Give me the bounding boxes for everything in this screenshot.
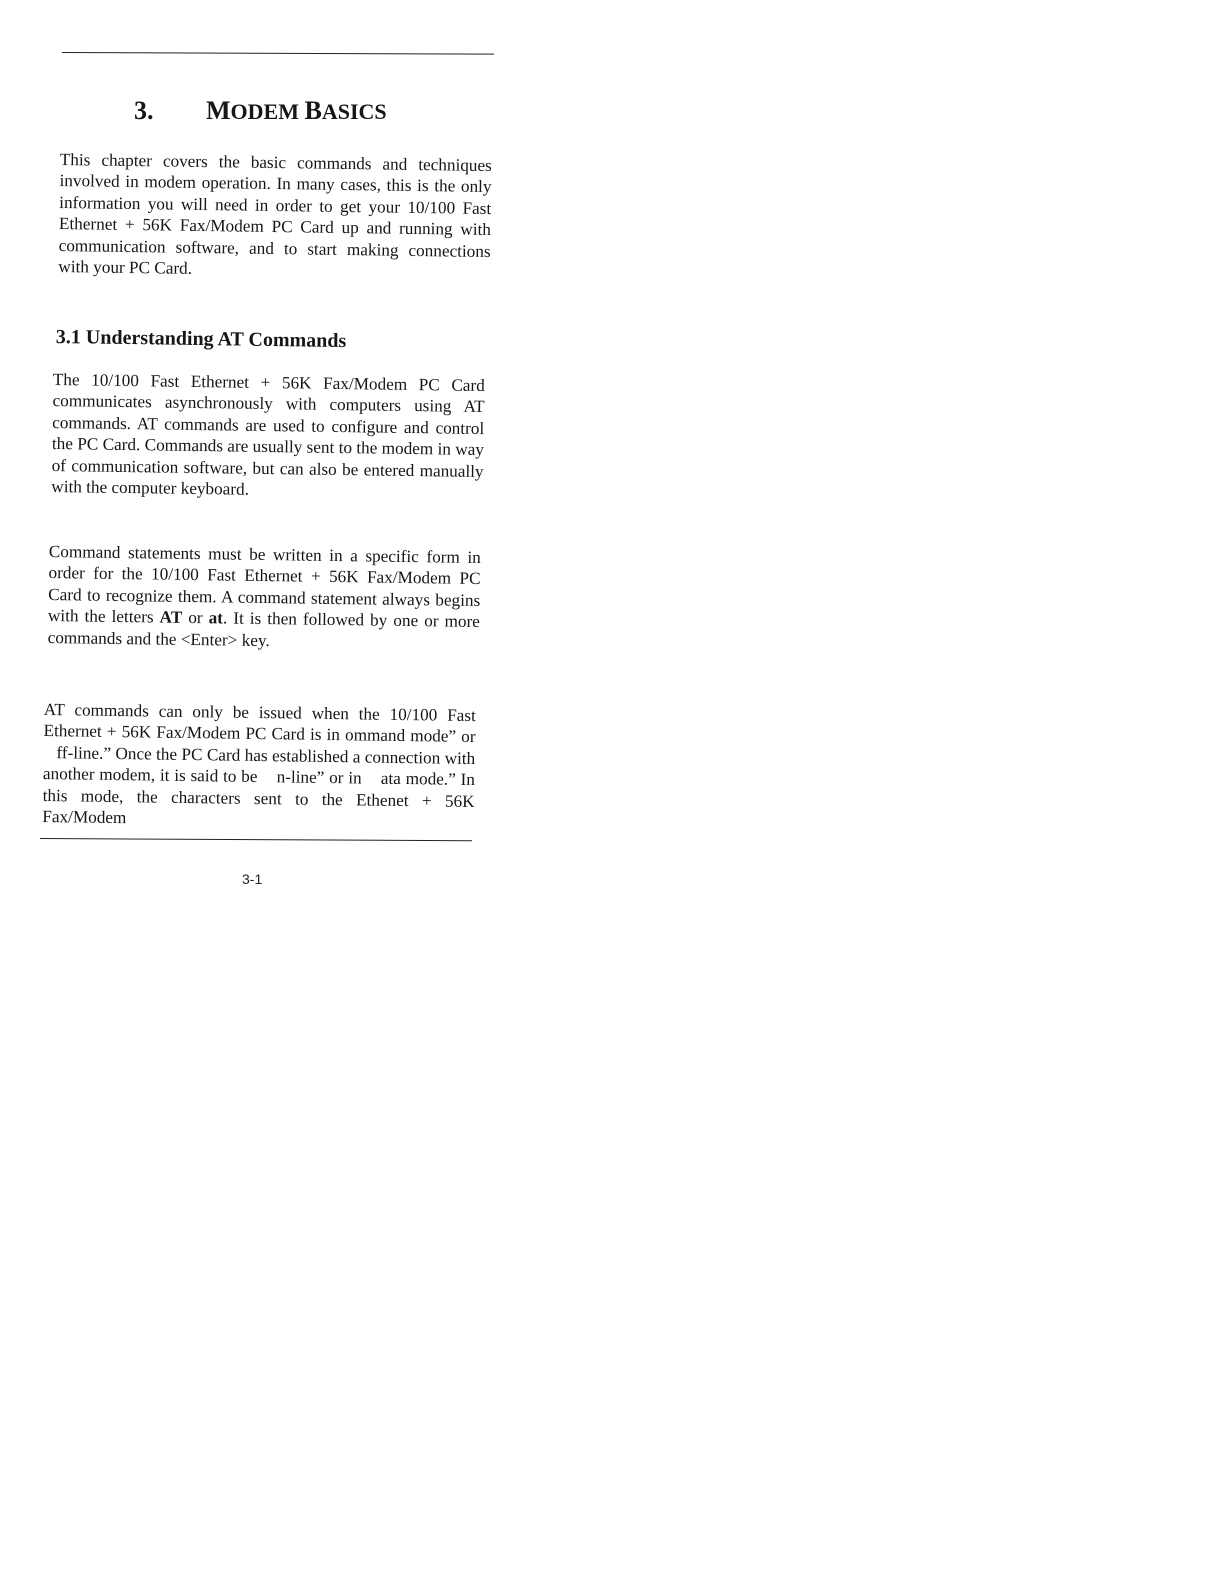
command-statements-text-a: Command statements must be written in a specific form in order for the 10/100 Fast Ethernet + 56K Fax/Modem PC Card to recognize them. A command statement always begins with the letters	[47, 541, 481, 627]
command-statements-text-b: or	[182, 608, 209, 628]
chapter-title-initial: M	[206, 96, 231, 125]
chapter-number: 3.	[134, 96, 154, 125]
chapter-title-rest-1: ODEM	[230, 99, 305, 124]
chapter-title-initial-2: B	[304, 96, 322, 125]
page-number: 3-1	[242, 871, 263, 887]
bottom-rule	[40, 838, 472, 841]
at-lowercase: at	[208, 608, 224, 628]
chapter-title	[134, 96, 387, 126]
section-heading: 3.1 Understanding AT Commands	[55, 326, 347, 353]
command-mode-paragraph: AT commands can only be issued when the 10/100 Fast Ethernet + 56K Fax/Modem PC Card is in ommand mode” or ff-line.” Once the PC Card has established a connection with another modem, it is said to be n-line” or in ata mode.” In this mode, the characters sent to the Ethenet + 56K Fax/Modem	[42, 699, 476, 828]
intro-paragraph: This chapter covers the basic commands and techniques involved in modem operation. In many cases, this is the only information you will need in order to get your 10/100 Fast Ethernet + 56K Fax/Modem PC Card up and running with communication software, and to start making connections with your PC Card.	[58, 149, 492, 278]
chapter-title-rest-2: ASICS	[321, 99, 387, 124]
command-statements-text-c: . It is then followed by one or more commands and the <Enter> key.	[47, 608, 481, 650]
at-commands-paragraph: The 10/100 Fast Ethernet + 56K Fax/Modem PC Card communicates asynchronously with computers using AT commands. AT commands are used to configure and control the PC Card. Commands are usually sent to the modem in way of communication software, but can also be entered manually with the computer keyboard.	[51, 369, 485, 499]
command-statements-paragraph	[48, 541, 481, 654]
at-uppercase: AT	[159, 607, 183, 628]
top-rule	[62, 52, 494, 55]
